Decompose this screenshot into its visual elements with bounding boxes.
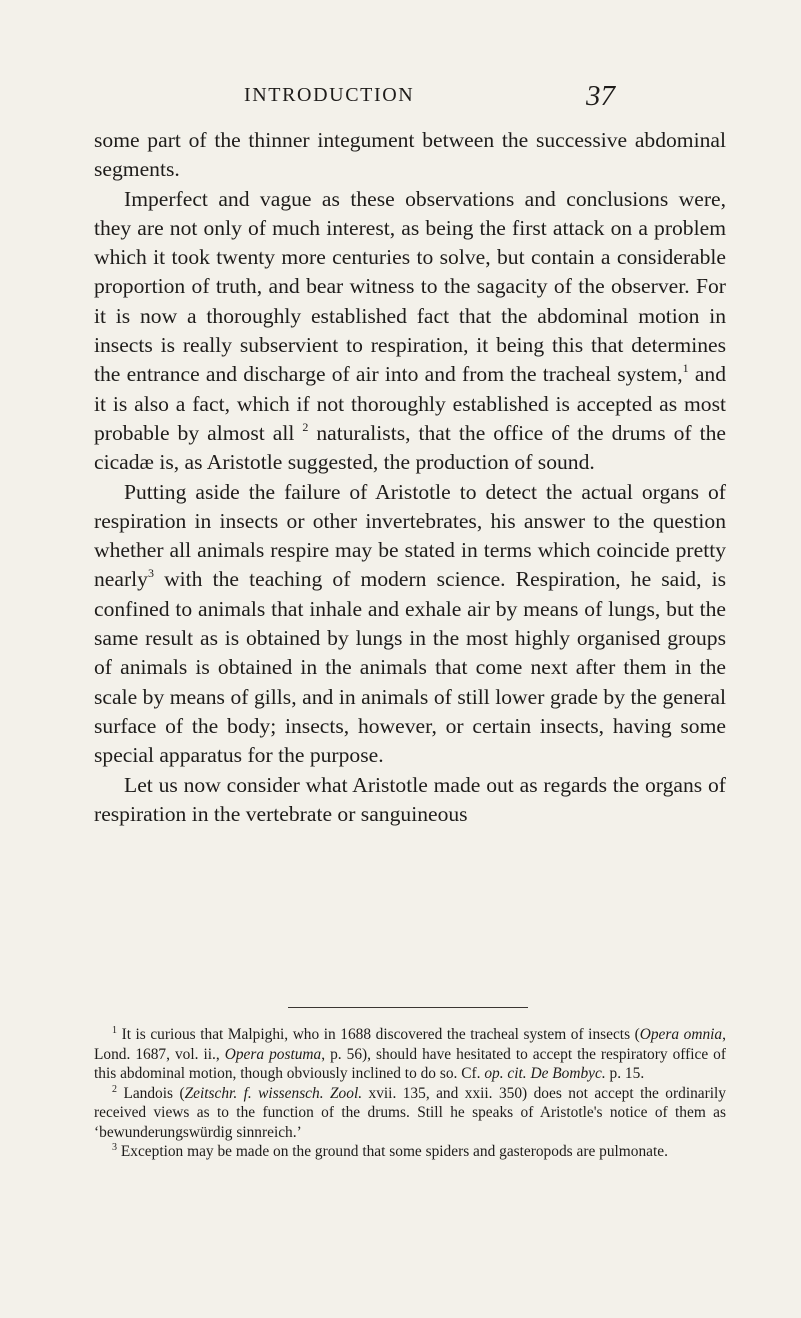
footnote-1-title-de-bombyc: op. cit. De Bombyc. — [484, 1065, 606, 1082]
footnote-1-text-d: p. 15. — [605, 1065, 645, 1082]
footnote-ref-3: 3 — [147, 566, 154, 581]
footnote-1-text-c: , p. 56), should have hesitated to accept the respiratory office of this abdominal motion, though obviously inclined to do so. Cf. — [94, 1045, 726, 1082]
paragraph-2-text-c: naturalists, that the office of the drums of the cicadæ is, as Aristotle suggested, the production of sound. — [94, 420, 726, 475]
footnote-3-mark: 3 — [112, 1142, 117, 1153]
footnote-ref-2: 2 — [302, 419, 309, 434]
body-text — [94, 126, 726, 829]
footnote-1-text: It is curious that Malpighi, who in 1688 discovered the tracheal system of insects ( — [121, 1026, 640, 1043]
footnote-ref-1: 1 — [682, 361, 689, 376]
running-head-title: INTRODUCTION — [244, 84, 415, 106]
footnote-1-title-opera-postuma: Opera postuma — [224, 1045, 322, 1063]
paragraph-4 — [94, 771, 726, 830]
paragraph-1 — [94, 126, 726, 185]
footnote-3 — [94, 1142, 726, 1162]
footnotes — [94, 1025, 726, 1162]
paragraph-2 — [94, 185, 726, 478]
footnote-2-text-b: xvii. 135, and xxii. 350) does not accept the ordinarily received views as to the function of the drums. Still he speaks of Aristotle's notice of them as ‘bewunderungswürdig sinnreich.’ — [94, 1084, 726, 1141]
paragraph-2-text: Imperfect and vague as these observations and conclusions were, they are not only of much interest, as being the first attack on a problem which it took twenty more centuries to solve, but contain a considerable proportion of truth, and bear witness to the sagacity of the observer. For it is now a thoroughly established fact that the abdominal motion in insects is really subservient to respiration, it being this that determines the entrance and discharge of air into and from the tracheal system, — [94, 186, 726, 387]
footnote-2-title-zeitschr: Zeitschr. f. wissensch. Zool. — [184, 1084, 363, 1102]
paragraph-3 — [94, 478, 726, 771]
footnote-1-mark: 1 — [112, 1025, 117, 1036]
footnote-1-title-opera-omnia: Opera omnia — [639, 1026, 723, 1043]
paragraph-3-text: Putting aside the failure of Aristotle to detect the actual organs of respiration in insects or other invertebrates, his answer to the question whether all animals respire may be stated in terms which coincide pretty nearly — [94, 479, 726, 592]
paragraph-3-text-b: with the teaching of modern science. Respiration, he said, is confined to animals that inhale and exhale air by means of lungs, but the same result as is obtained by lungs in the most highly organised groups of animals is obtained in the animals that come next after them in the scale by means of gills, and in animals of still lower grade by the general surface of the body; insects, however, or certain insects, having some special apparatus for the purpose. — [94, 567, 726, 768]
paragraph-4-text: Let us now consider what Aristotle made out as regards the organs of respiration in the vertebrate or sanguineous — [94, 772, 726, 826]
footnote-1 — [94, 1025, 726, 1084]
footnote-2-text: Landois ( — [123, 1084, 185, 1102]
running-head — [0, 80, 801, 112]
footnote-2 — [94, 1084, 726, 1143]
page-number: 37 — [586, 80, 615, 112]
paragraph-1-text: some part of the thinner integument between the successive abdominal segments. — [94, 128, 726, 182]
footnote-1-text-b: , Lond. 1687, vol. ii., — [94, 1026, 726, 1063]
footnote-3-text: Exception may be made on the ground that some spiders and gasteropods are pulmonate. — [120, 1143, 668, 1160]
footnote-divider — [288, 1007, 528, 1008]
footnote-2-mark: 2 — [112, 1083, 117, 1095]
paragraph-2-text-b: and it is also a fact, which if not thoroughly established is accepted as most probable by almost all — [94, 362, 727, 445]
